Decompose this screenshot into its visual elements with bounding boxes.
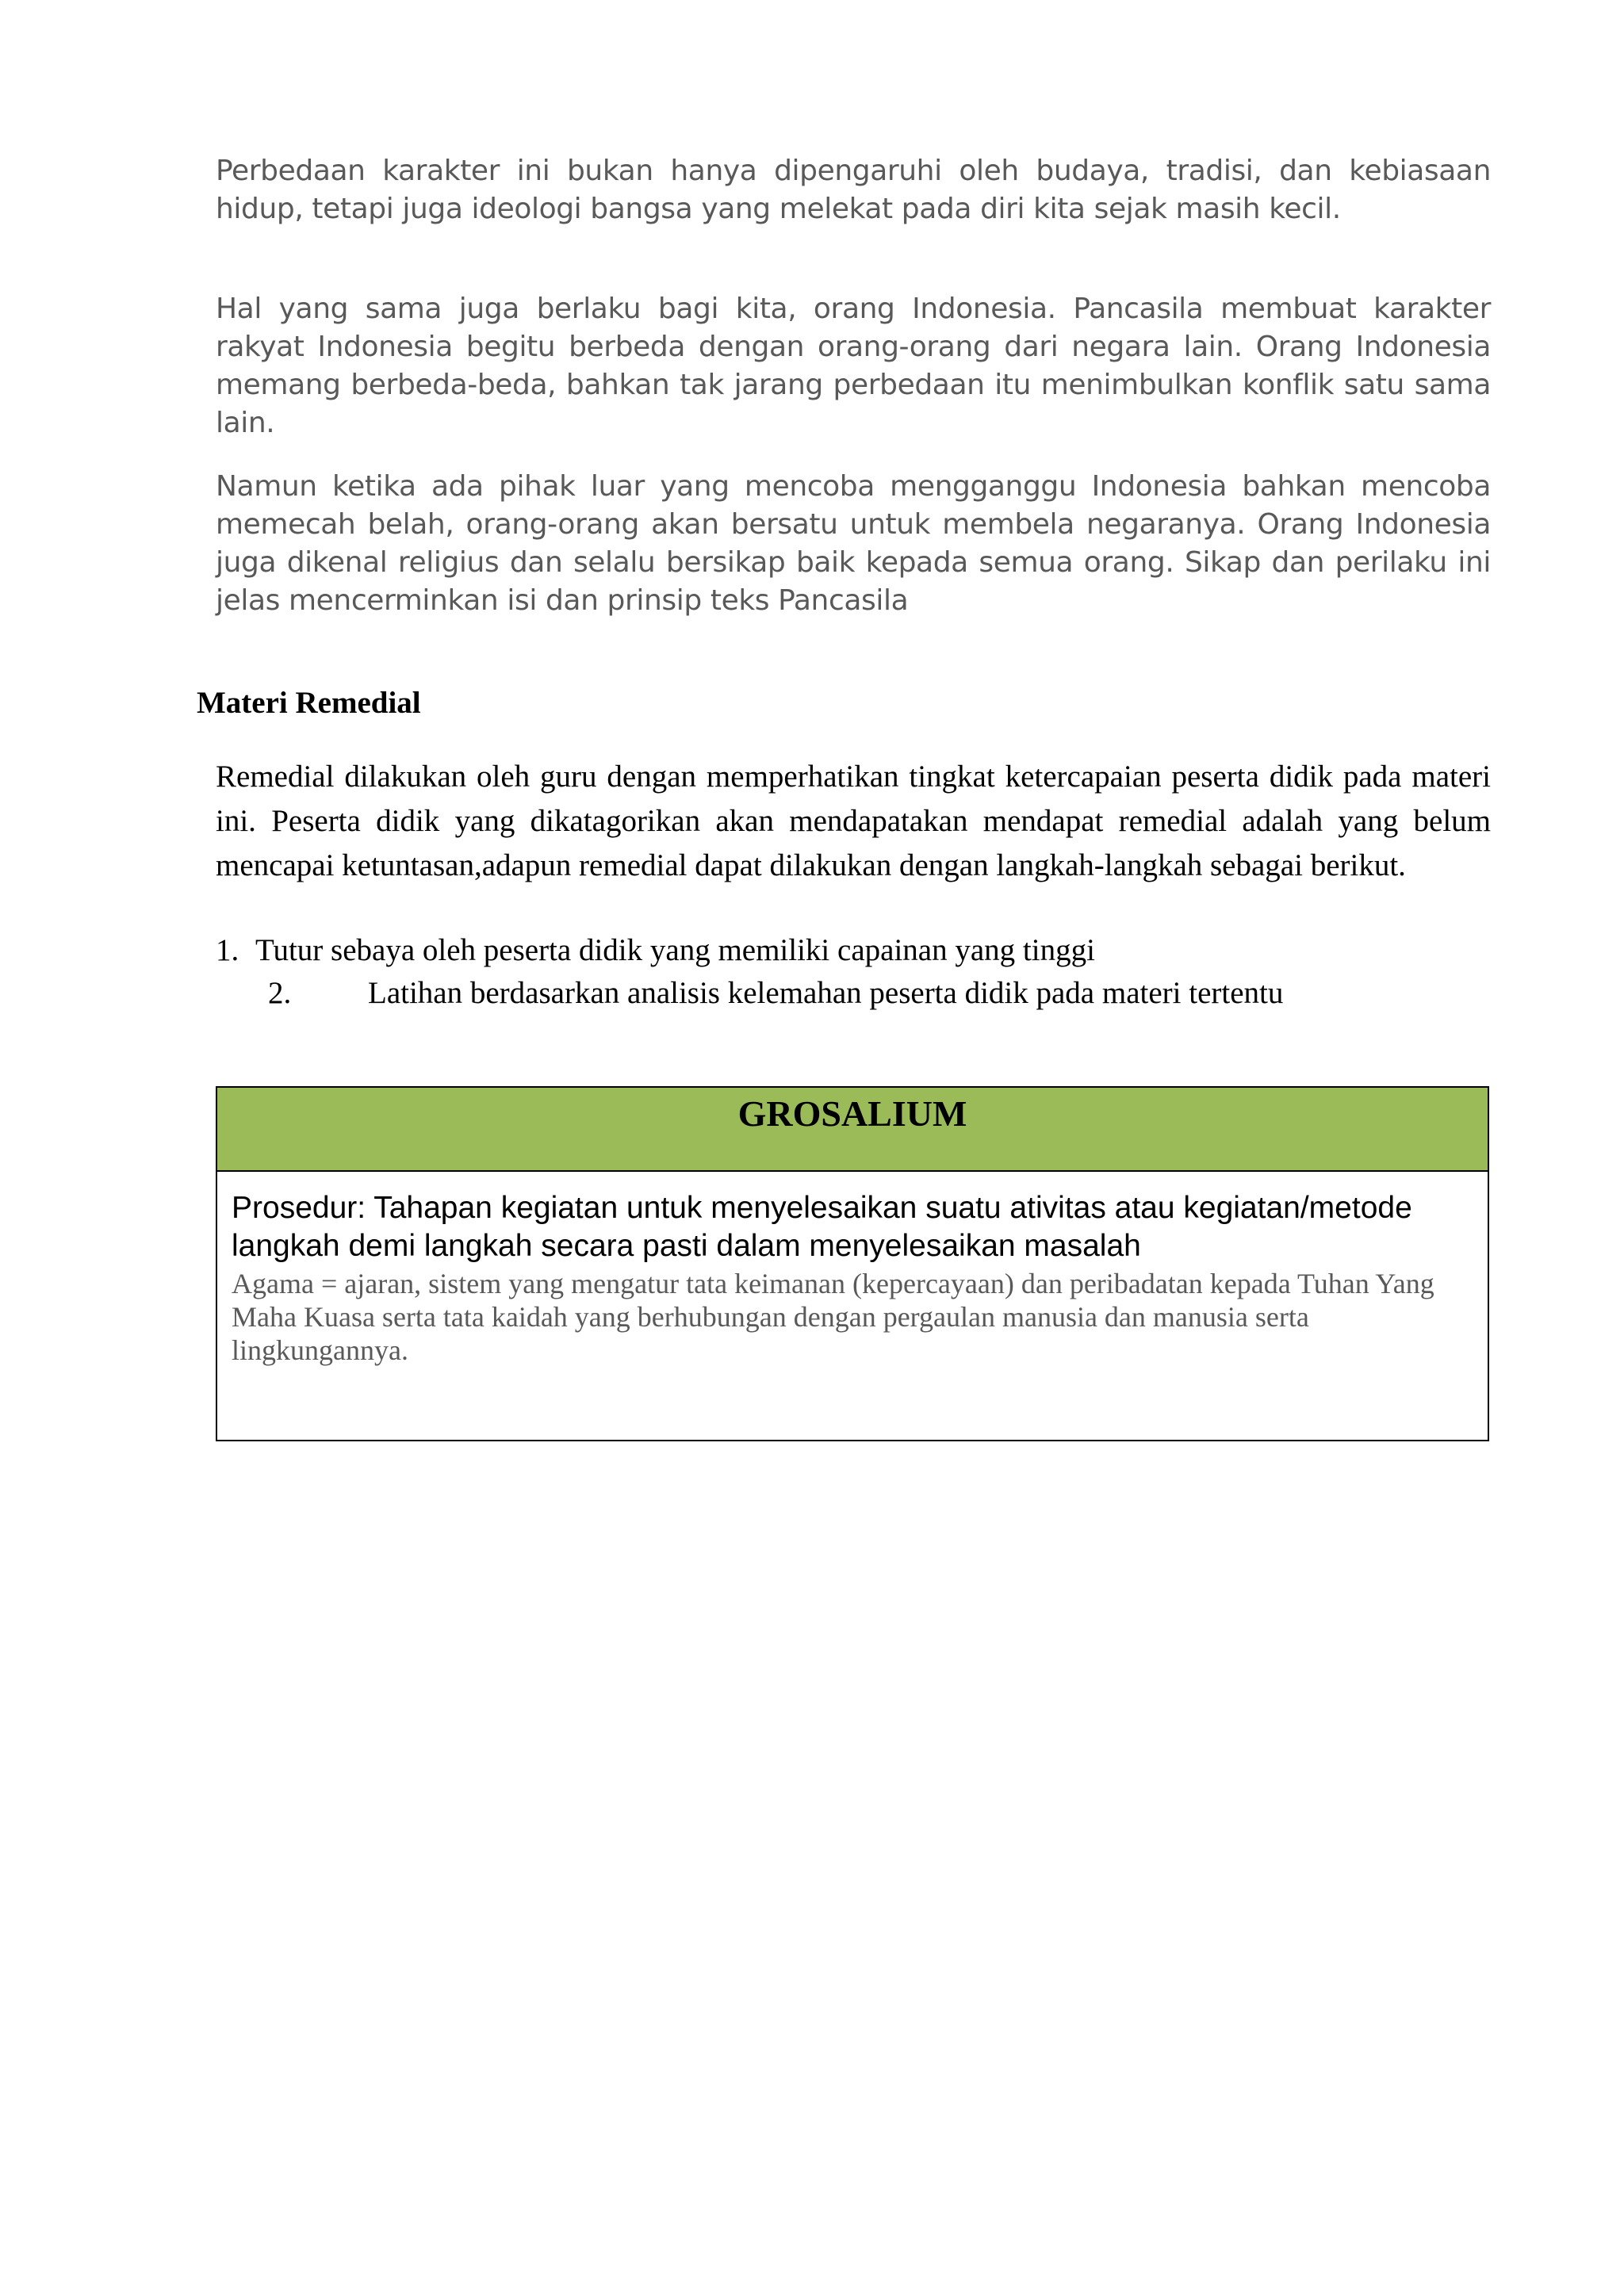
paragraph-character-differences: Perbedaan karakter ini bukan hanya dipengaruhi oleh budaya, tradisi, dan kebiasaan hidup, tetapi juga ideologi bangsa yang melekat pada diri kita sejak masih kecil. <box>216 155 1491 225</box>
list-item <box>216 929 1095 972</box>
paragraph-pancasila-character: Hal yang sama juga berlaku bagi kita, orang Indonesia. Pancasila membuat karakter rakyat Indonesia begitu berbeda dengan orang-orang dari negara lain. Orang Indonesia memang berbeda-beda, bahkan tak jarang perbedaan itu menimbulkan konflik satu sama lain. <box>216 293 1491 439</box>
glossary-box <box>216 1086 1489 1441</box>
glossary-header <box>217 1088 1488 1172</box>
remedial-body: Remedial dilakukan oleh guru dengan memperhatikan tingkat ketercapaian peserta didik pada materi ini. Peserta didik yang dikatagorikan akan mendapatakan mendapat remedial adalah yang belum mencapai ketuntasan,adapun remedial dapat dilakukan dengan langkah-langkah sebagai berikut. <box>216 760 1491 882</box>
list-item <box>268 972 1283 1015</box>
glossary-definition-agama: Agama = ajaran, sistem yang mengatur tata keimanan (kepercayaan) dan peribadatan kepada Tuhan Yang Maha Kuasa serta tata kaidah yang berhubungan dengan pergaulan manusia dan manusia serta lingkungannya. <box>232 1268 1434 1366</box>
paragraph-unity: Namun ketika ada pihak luar yang mencoba mengganggu Indonesia bahkan mencoba memecah belah, orang-orang akan bersatu untuk membela negaranya. Orang Indonesia juga dikenal religius dan selalu bersikap baik kepada semua orang. Sikap dan perilaku ini jelas mencerminkan isi dan prinsip teks Pancasila <box>216 470 1491 617</box>
list-item-text: Latihan berdasarkan analisis kelemahan peserta didik pada materi tertentu <box>368 976 1284 1010</box>
list-item-number: 2. <box>268 976 292 1010</box>
glossary-definition-prosedur: Prosedur: Tahapan kegiatan untuk menyelesaikan suatu ativitas atau kegiatan/metode langkah demi langkah secara pasti dalam menyelesaikan masalah <box>232 1191 1412 1263</box>
list-item-text: Tutur sebaya oleh peserta didik yang memiliki capainan yang tinggi <box>255 933 1095 967</box>
list-item-number: 1. <box>216 933 239 967</box>
remedial-heading: Materi Remedial <box>197 686 421 720</box>
glossary-title: GROSALIUM <box>737 1093 967 1134</box>
